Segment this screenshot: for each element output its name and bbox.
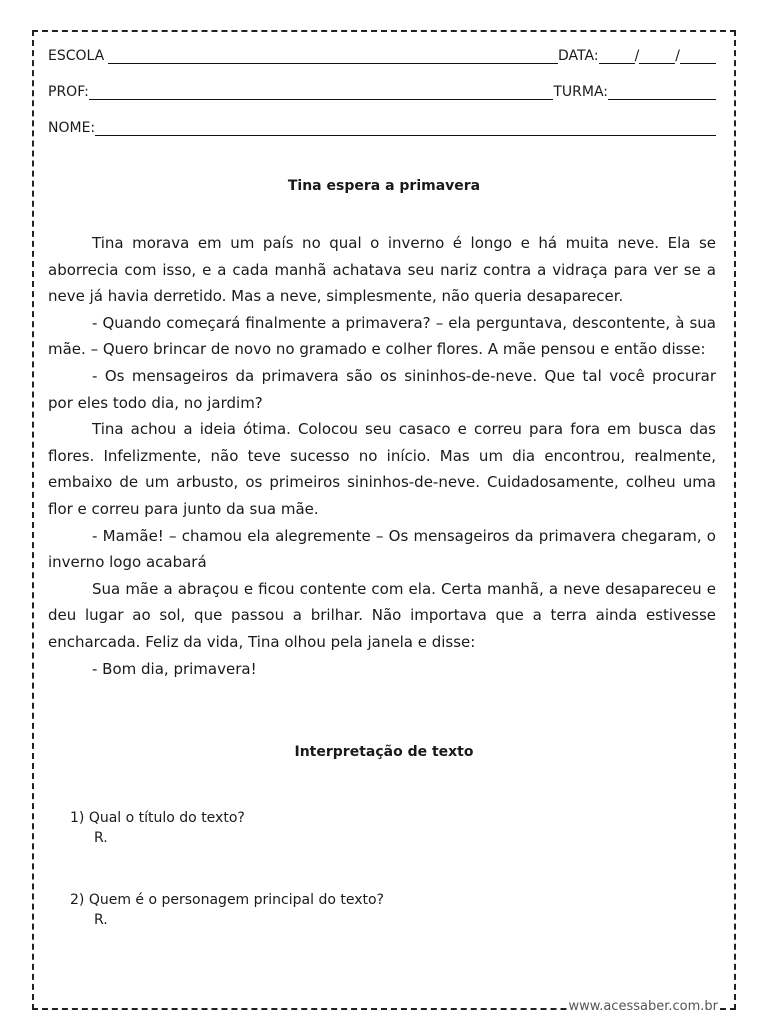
story-paragraph: - Quando começará finalmente a primavera? – ela perguntava, descontente, à sua mãe. – Quero brincar de novo no gramado e colher flores. A mãe pensou e então disse: <box>48 313 716 359</box>
story-paragraph: - Mamãe! – chamou ela alegremente – Os mensageiros da primavera chegaram, o inverno logo acabará <box>48 526 716 572</box>
answer-label: R. <box>94 830 108 846</box>
story-text <box>48 230 716 682</box>
date-day-line <box>599 49 635 64</box>
story-paragraph: Tina morava em um país no qual o inverno é longo e há muita neve. Ela se aborrecia com isso, e a cada manhã achatava seu nariz contra a vidraça para ver se a neve já havia derretido. Mas a neve, simplesmente, não queria desaparecer. <box>48 234 716 306</box>
story-paragraph: Sua mãe a abraçou e ficou contente com ela. Certa manhã, a neve desapareceu e deu lugar ao sol, que passou a brilhar. Não importava que a terra ainda estivesse encharcada. Feliz da vida, Tina olhou pela janela e disse: <box>48 579 716 651</box>
story-paragraph: Tina achou a ideia ótima. Colocou seu casaco e correu para fora em busca das flores. Infelizmente, não teve sucesso no início. Mas um dia encontrou, realmente, embaixo de um arbusto, os primeiros sininhos-de-neve. Cuidadosamente, colheu uma flor e correu para junto da sua mãe. <box>48 420 716 518</box>
turma-label: TURMA: <box>553 84 608 100</box>
footer-url: www.acessaber.com.br <box>568 999 718 1014</box>
question-text: 1) Qual o título do texto? <box>70 810 245 826</box>
question-text: 2) Quem é o personagem principal do texto? <box>70 892 384 908</box>
question-1 <box>70 808 245 848</box>
story-title: Tina espera a primavera <box>287 178 481 194</box>
worksheet-page <box>32 30 736 1014</box>
date-month-line <box>639 49 675 64</box>
story-paragraph: - Os mensageiros da primavera são os sininhos-de-neve. Que tal você procurar por eles todo dia, no jardim? <box>48 366 716 412</box>
date-separator: / <box>634 48 640 64</box>
date-separator: / <box>675 48 680 64</box>
data-label: DATA: <box>558 48 599 64</box>
story-paragraph: - Bom dia, primavera! <box>92 659 257 678</box>
escola-line <box>108 49 558 64</box>
prof-label: PROF: <box>48 84 89 100</box>
question-2 <box>70 890 384 930</box>
prof-row <box>48 80 716 100</box>
interpretation-title: Interpretação de texto <box>294 744 474 760</box>
answer-label: R. <box>94 912 108 928</box>
date-year-line <box>680 49 716 64</box>
escola-row <box>48 44 716 64</box>
prof-line <box>89 85 553 100</box>
turma-line <box>608 85 716 100</box>
escola-label: ESCOLA <box>48 48 105 64</box>
nome-line <box>95 121 716 136</box>
nome-label: NOME: <box>48 120 96 136</box>
nome-row <box>48 116 716 136</box>
